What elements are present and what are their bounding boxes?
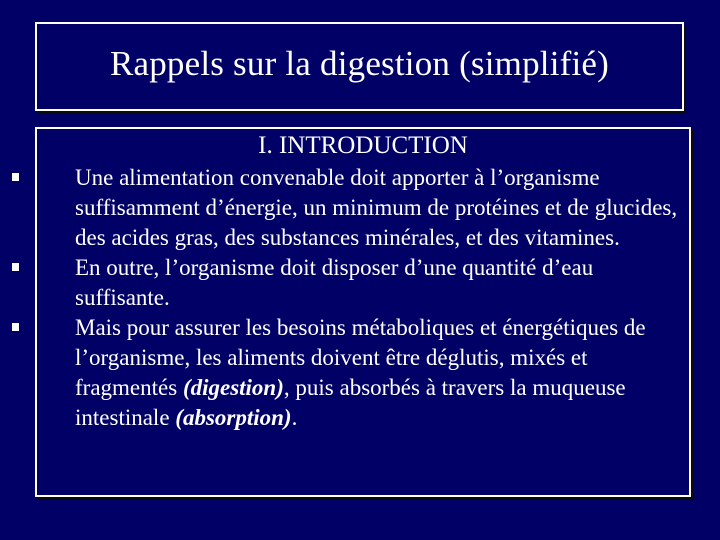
bullet-item	[37, 313, 689, 433]
bullet-list	[37, 163, 689, 433]
title-box	[35, 22, 684, 111]
bullet-item	[37, 253, 689, 313]
square-bullet-icon	[12, 323, 19, 331]
bullet-text: Une alimentation convenable doit apporter à l’organisme suffisamment d’énergie, un minimum de protéines et de glucides, des acides gras, des substances minérales, et des vitamines.	[75, 165, 678, 250]
bullet-text-part: , puis absorbés à travers la muqueuse intestinale	[75, 375, 626, 430]
square-bullet-icon	[12, 173, 19, 181]
bullet-text: En outre, l’organisme doit disposer d’une quantité d’eau suffisante.	[75, 255, 594, 310]
slide-title: Rappels sur la digestion (simplifié)	[109, 44, 610, 83]
emphasis-digestion: (digestion)	[182, 375, 284, 400]
bullet-text	[75, 315, 646, 430]
bullet-item	[37, 163, 689, 253]
emphasis-absorption: (absorption)	[175, 405, 292, 430]
content-box	[35, 127, 691, 497]
bullet-text-part: Mais pour assurer les besoins métaboliques et énergétiques de l’organisme, les aliments doivent être déglutis, mixés et fragmentés	[75, 315, 646, 400]
square-bullet-icon	[12, 263, 19, 271]
bullet-text-part: .	[291, 405, 298, 430]
section-heading: I. INTRODUCTION	[258, 132, 468, 159]
